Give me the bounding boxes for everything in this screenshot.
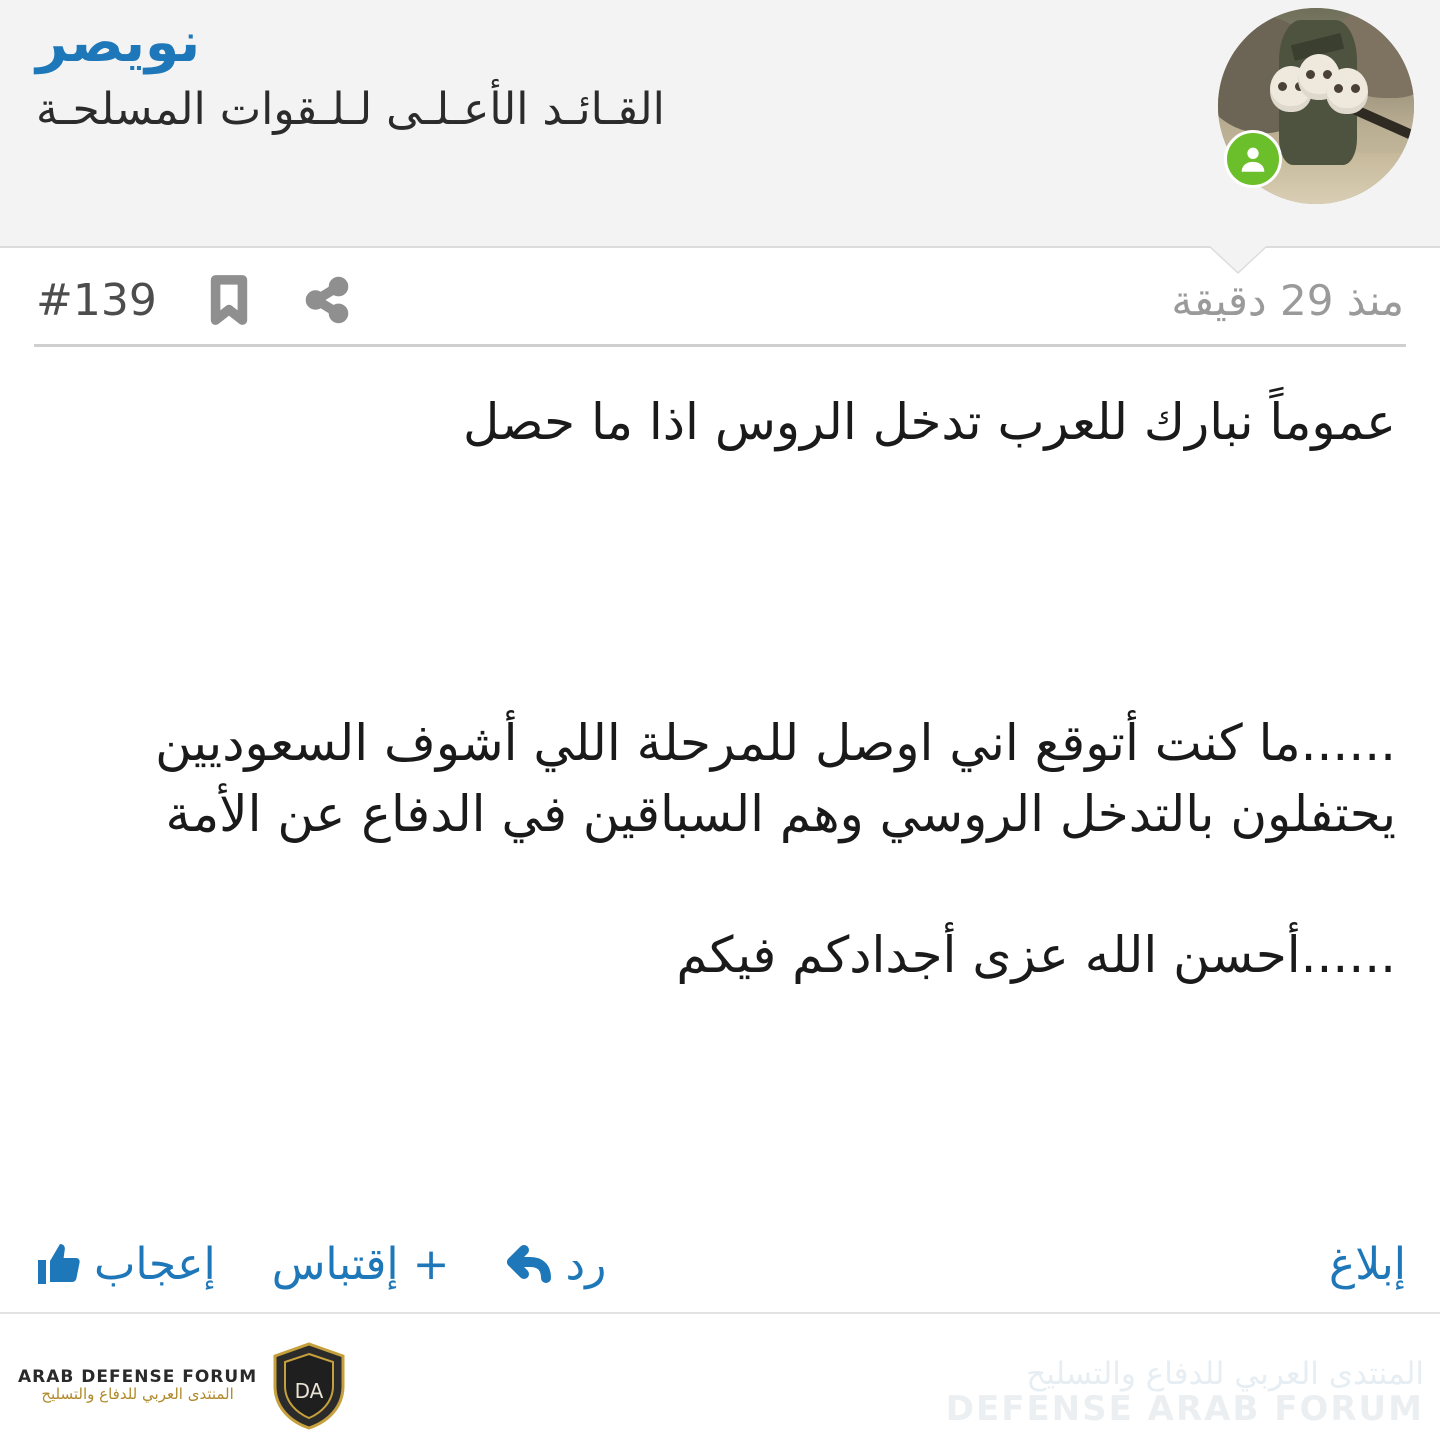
reply-label: رد: [565, 1238, 607, 1290]
post-content: [0, 347, 1440, 1117]
like-label: إعجاب: [94, 1238, 216, 1290]
shield-icon: [267, 1340, 351, 1432]
thumbs-up-icon: [34, 1240, 82, 1288]
quote-label: + إقتباس: [271, 1238, 450, 1290]
watermark-right: [946, 1357, 1424, 1428]
avatar-skull-icon: [1326, 68, 1368, 114]
reply-button[interactable]: [506, 1239, 607, 1290]
post-paragraph-3: ......أحسن الله عزى أجدادكم فيكم: [676, 926, 1396, 984]
watermark-en: ARAB DEFENSE FORUM: [18, 1367, 258, 1388]
like-button[interactable]: [34, 1239, 216, 1290]
report-button[interactable]: إبلاغ: [1329, 1238, 1406, 1290]
speech-caret: [1208, 244, 1268, 272]
quote-button[interactable]: [272, 1239, 450, 1290]
user-meta: [26, 6, 1218, 137]
post-action-bar: [0, 1218, 1440, 1310]
reply-arrow-icon: [506, 1240, 554, 1288]
watermark-text: [18, 1369, 257, 1403]
post-number[interactable]: #139: [36, 274, 157, 326]
user-title: القـائـد الأعـلـى لـلـقوات المسلحـة: [36, 83, 665, 135]
share-icon[interactable]: [301, 272, 353, 328]
post-meta-actions: [36, 272, 353, 328]
watermark-right-ar: المنتدى العربي للدفاع والتسليح: [1026, 1355, 1424, 1392]
post-paragraph-2: ......ما كنت أتوقع اني اوصل للمرحلة اللي أشوف السعوديين يحتفلون بالتدخل الروسي وهم السباقين في الدفاع عن الأمة: [155, 714, 1396, 843]
content-spacer: [44, 458, 1396, 708]
content-spacer: [44, 850, 1396, 920]
page-footer: [0, 1312, 1440, 1440]
bookmark-icon[interactable]: [203, 272, 255, 328]
forum-watermark: [18, 1340, 351, 1432]
post-actions-group: [34, 1239, 606, 1290]
post-timestamp: منذ 29 دقيقة: [1171, 275, 1404, 325]
post-header: [0, 0, 1440, 248]
post-paragraph-1: عموماً نبارك للعرب تدخل الروس اذا ما حصل: [462, 393, 1396, 451]
user-online-icon: [1224, 130, 1282, 188]
avatar[interactable]: [1218, 8, 1414, 204]
username[interactable]: نويصر: [36, 10, 201, 74]
svg-text:DA: DA: [294, 1379, 324, 1403]
watermark-ar: المنتدى العربي للدفاع والتسليح: [41, 1385, 234, 1404]
watermark-right-en: DEFENSE ARAB FORUM: [945, 1388, 1424, 1429]
